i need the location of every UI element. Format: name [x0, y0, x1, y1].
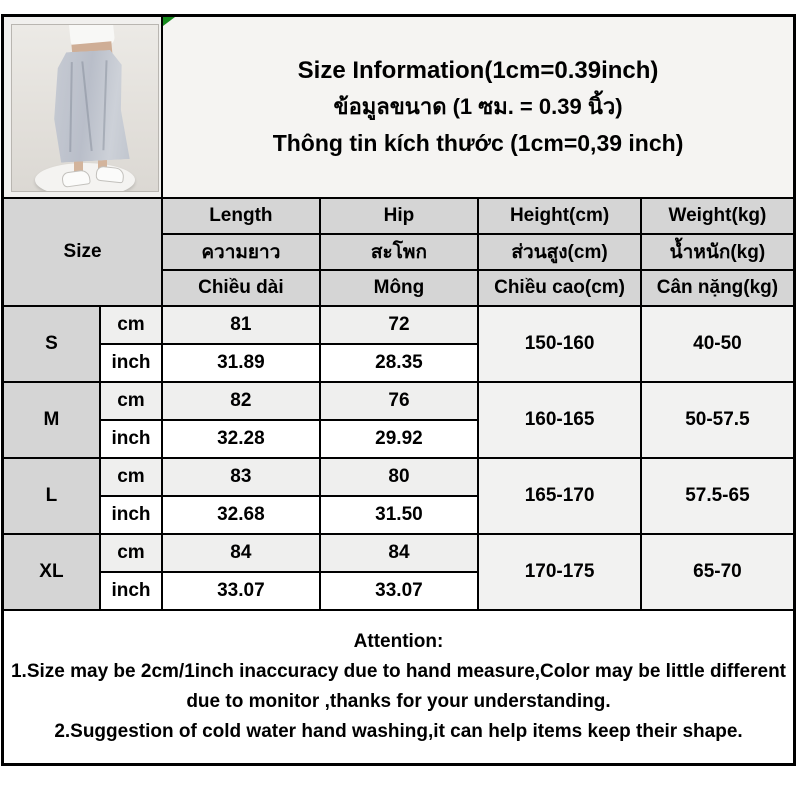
m-hip-cm: 76 [320, 382, 479, 420]
col-header-height-vi: Chiều cao(cm) [478, 270, 641, 306]
title-cell [162, 16, 794, 199]
attention-note [3, 610, 795, 765]
table-row-l-cm [3, 458, 795, 496]
attention-row [3, 610, 795, 765]
m-length-inch: 32.28 [162, 420, 320, 458]
unit-cm-label: cm [100, 382, 162, 420]
unit-inch-label: inch [100, 420, 162, 458]
m-length-cm: 82 [162, 382, 320, 420]
table-row-m-cm [3, 382, 795, 420]
l-length-inch: 32.68 [162, 496, 320, 534]
col-header-weight-vi: Cân nặng(kg) [641, 270, 795, 306]
size-label-s: S [3, 306, 100, 382]
unit-inch-label: inch [100, 344, 162, 382]
xl-length-cm: 84 [162, 534, 320, 572]
size-label-l: L [3, 458, 100, 534]
unit-inch-label: inch [100, 496, 162, 534]
attention-line-2: 2.Suggestion of cold water hand washing,it can help items keep their shape. [54, 721, 743, 742]
xl-hip-cm: 84 [320, 534, 479, 572]
size-chart-sheet [1, 14, 796, 766]
col-header-hip-vi: Mông [320, 270, 479, 306]
col-header-length-th: ความยาว [162, 234, 320, 270]
col-header-height-en: Height(cm) [478, 198, 641, 234]
size-header: Size [3, 198, 163, 306]
unit-cm-label: cm [100, 534, 162, 572]
unit-inch-label: inch [100, 572, 162, 610]
col-header-height-th: ส่วนสูง(cm) [478, 234, 641, 270]
s-hip-cm: 72 [320, 306, 479, 344]
unit-cm-label: cm [100, 306, 162, 344]
l-hip-inch: 31.50 [320, 496, 479, 534]
size-table [1, 14, 796, 766]
m-hip-inch: 29.92 [320, 420, 479, 458]
header-banner-row [3, 16, 795, 199]
col-header-hip-th: สะโพก [320, 234, 479, 270]
title-english: Size Information(1cm=0.39inch) [297, 57, 659, 84]
s-hip-inch: 28.35 [320, 344, 479, 382]
title-vietnamese: Thông tin kích thước (1cm=0,39 inch) [272, 130, 684, 156]
l-height-range: 165-170 [478, 458, 641, 534]
col-header-hip-en: Hip [320, 198, 479, 234]
col-header-length-en: Length [162, 198, 320, 234]
skirt-shape [49, 49, 133, 163]
col-header-length-vi: Chiều dài [162, 270, 320, 306]
s-weight-range: 40-50 [641, 306, 795, 382]
m-height-range: 160-165 [478, 382, 641, 458]
xl-length-inch: 33.07 [162, 572, 320, 610]
size-label-xl: XL [3, 534, 100, 610]
xl-height-range: 170-175 [478, 534, 641, 610]
green-corner-marker-icon [163, 17, 175, 26]
attention-heading: Attention: [353, 631, 444, 652]
product-photo [11, 24, 159, 192]
title-thai: ข้อมูลขนาด (1 ซม. = 0.39 นิ้ว) [333, 94, 623, 119]
col-header-weight-th: น้ำหนัก(kg) [641, 234, 795, 270]
xl-weight-range: 65-70 [641, 534, 795, 610]
table-row-s-cm [3, 306, 795, 344]
l-weight-range: 57.5-65 [641, 458, 795, 534]
s-length-inch: 31.89 [162, 344, 320, 382]
s-height-range: 150-160 [478, 306, 641, 382]
attention-line-1: 1.Size may be 2cm/1inch inaccuracy due to hand measure,Color may be little different due to monitor ,thanks for your understanding. [10, 661, 787, 712]
column-header-row-english [3, 198, 795, 234]
product-photo-cell [3, 16, 163, 199]
table-row-xl-cm [3, 534, 795, 572]
size-label-m: M [3, 382, 100, 458]
l-length-cm: 83 [162, 458, 320, 496]
xl-hip-inch: 33.07 [320, 572, 479, 610]
s-length-cm: 81 [162, 306, 320, 344]
col-header-weight-en: Weight(kg) [641, 198, 795, 234]
l-hip-cm: 80 [320, 458, 479, 496]
m-weight-range: 50-57.5 [641, 382, 795, 458]
unit-cm-label: cm [100, 458, 162, 496]
